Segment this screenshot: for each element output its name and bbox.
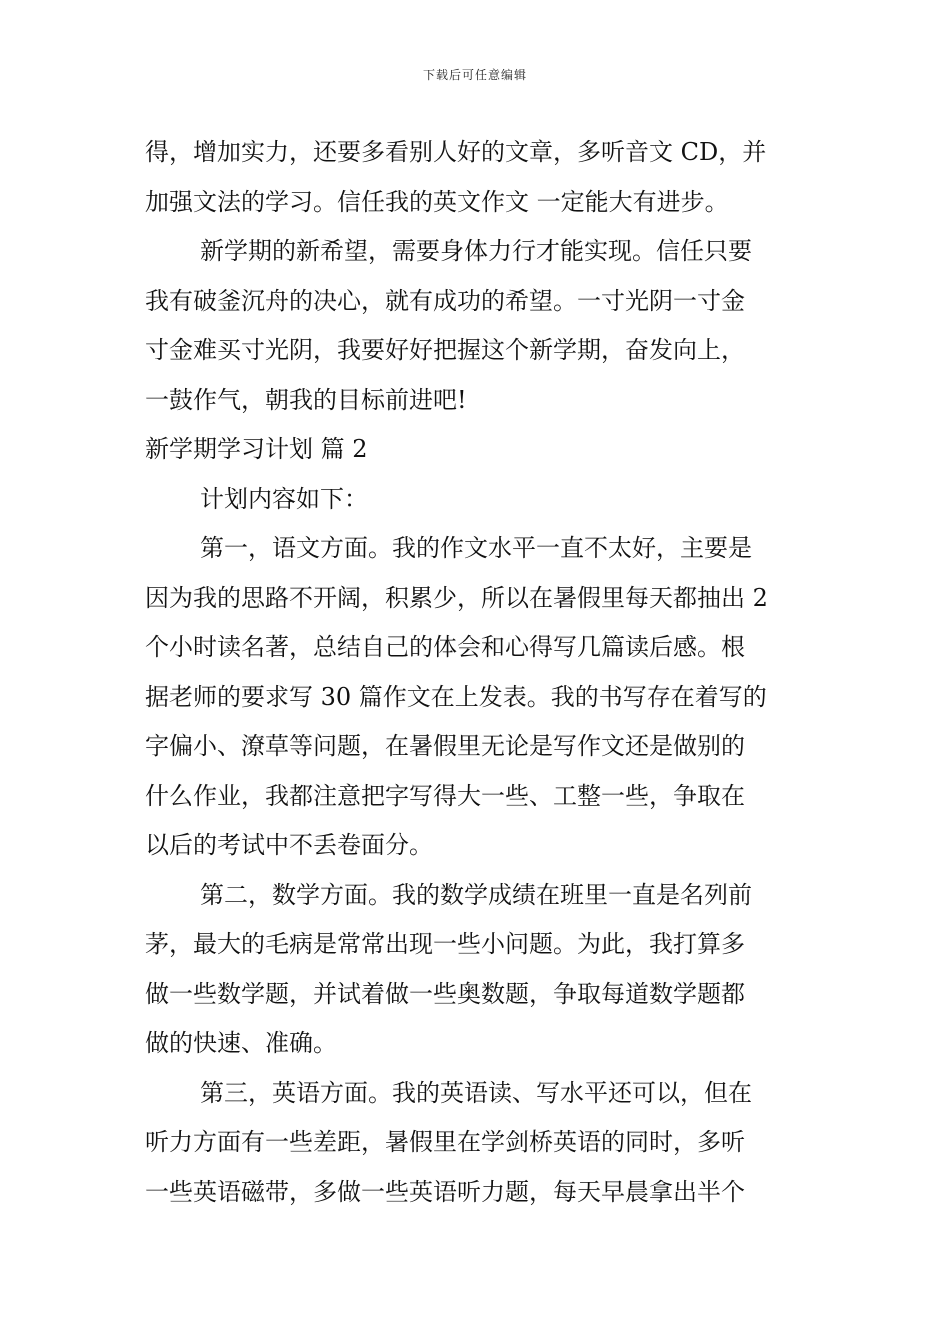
document-body xyxy=(145,128,810,1217)
section-heading: 新学期学习计划 篇 2 xyxy=(145,435,368,463)
paragraph-start-line: 第一，语文方面。我的作文水平一直不太好，主要是 xyxy=(200,534,752,562)
page-header: 下载后可任意编辑 xyxy=(422,68,527,82)
text-line: 加强文法的学习。信任我的英文作文 一定能大有进步。 xyxy=(145,187,729,216)
text-line: 以后的考试中不丢卷面分。 xyxy=(145,831,433,859)
paragraph-start-line: 新学期的新希望，需要身体力行才能实现。信任只要 xyxy=(200,237,752,265)
text-line: 一些英语磁带，多做一些英语听力题，每天早晨拿出半个 xyxy=(145,1177,745,1206)
paragraph-start-line: 第二，数学方面。我的数学成绩在班里一直是名列前 xyxy=(200,880,752,909)
text-line: 做的快速、准确。 xyxy=(145,1029,337,1057)
text-line: 个小时读名著，总结自己的体会和心得写几篇读后感。根 xyxy=(145,633,745,661)
text-line: 听力方面有一些差距，暑假里在学剑桥英语的同时，多听 xyxy=(145,1128,745,1156)
text-line: 一鼓作气，朝我的目标前进吧! xyxy=(145,385,467,414)
text-line: 寸金难买寸光阴，我要好好把握这个新学期，奋发向上， xyxy=(145,336,745,364)
paragraph-start-line: 第三，英语方面。我的英语读、写水平还可以，但在 xyxy=(200,1078,752,1107)
text-line: 得，增加实力，还要多看别人好的文章，多听音文 CD，并 xyxy=(145,138,767,166)
text-line: 什么作业，我都注意把字写得大一些、工整一些，争取在 xyxy=(145,781,745,810)
text-line: 字偏小、潦草等问题，在暑假里无论是写作文还是做别的 xyxy=(145,732,745,760)
text-line: 我有破釜沉舟的决心，就有成功的希望。一寸光阴一寸金 xyxy=(145,286,745,315)
text-line: 做一些数学题，并试着做一些奥数题，争取每道数学题都 xyxy=(145,979,745,1008)
text-line: 茅，最大的毛病是常常出现一些小问题。为此，我打算多 xyxy=(145,930,745,958)
text-line: 据老师的要求写 30 篇作文在上发表。我的书写存在着写的 xyxy=(145,682,767,711)
text-line: 因为我的思路不开阔，积累少，所以在暑假里每天都抽出 2 xyxy=(145,583,768,612)
paragraph-start-line: 计划内容如下： xyxy=(200,484,368,513)
